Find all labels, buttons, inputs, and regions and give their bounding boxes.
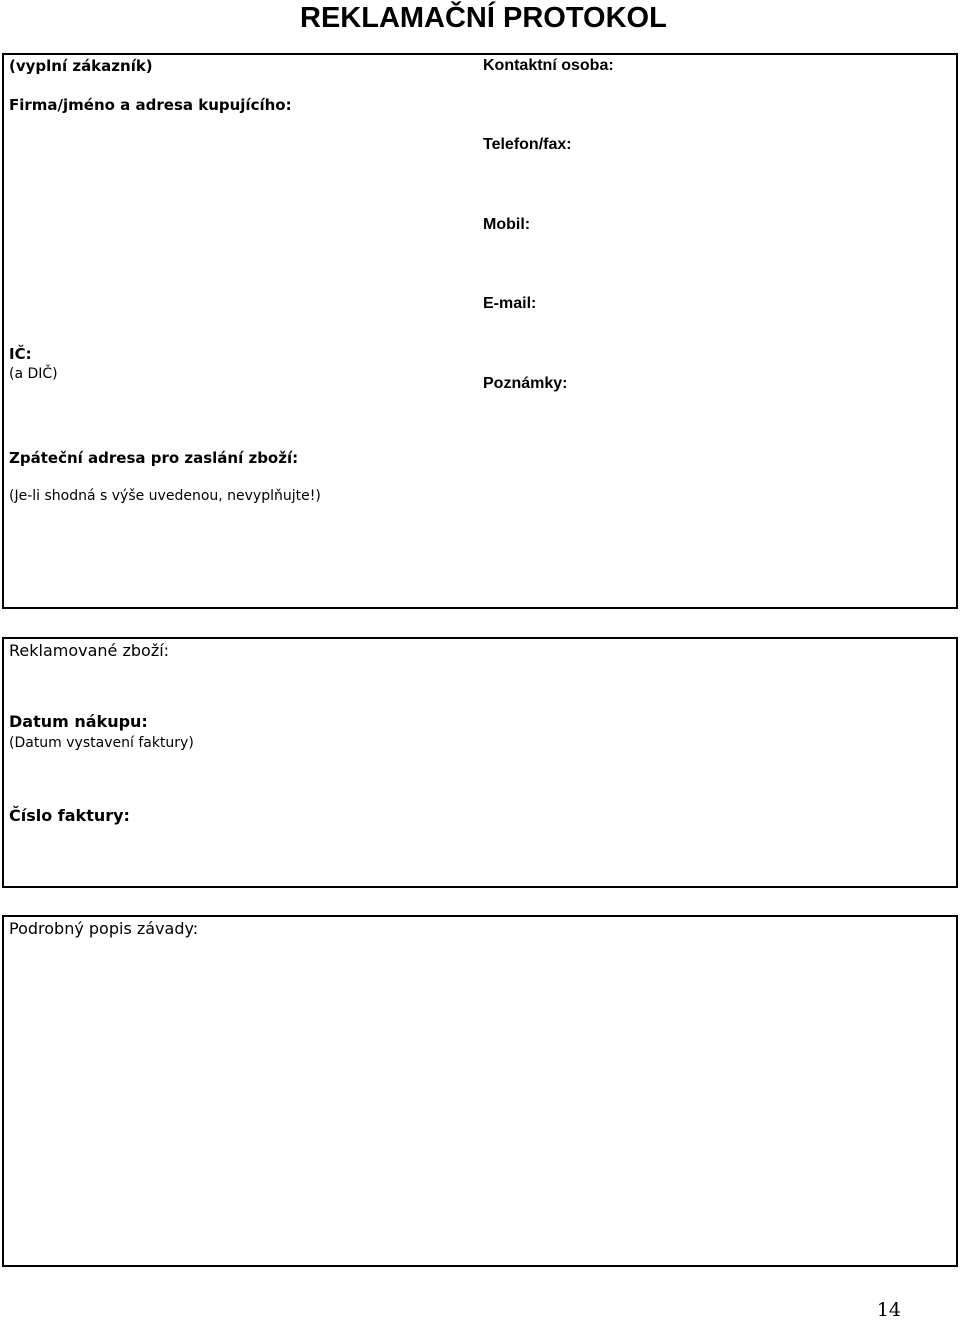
customer-info-box [2,53,958,609]
goods-label: Reklamované zboží: [9,641,170,660]
mobile-label: Mobil: [483,216,531,233]
return-address-label: Zpáteční adresa pro zaslání zboží: [9,449,299,467]
goods-info-box [2,637,958,888]
purchase-date-label: Datum nákupu: [9,712,148,731]
email-label: E-mail: [483,295,537,312]
defect-label: Podrobný popis závady: [9,919,199,938]
page-title: REKLAMAČNÍ PROTOKOL [300,2,667,34]
invoice-number-label: Číslo faktury: [9,806,130,825]
phone-label: Telefon/fax: [483,136,572,153]
firm-label: Firma/jméno a adresa kupujícího: [9,96,292,114]
ic-label: IČ: [9,345,32,363]
customer-section-header: (vyplní zákazník) [9,57,153,75]
return-address-note: (Je-li shodná s výše uvedenou, nevyplňujte!) [9,488,321,504]
notes-label: Poznámky: [483,375,568,392]
page-number: 14 [876,1299,901,1321]
contact-label: Kontaktní osoba: [483,57,614,74]
dic-label: (a DIČ) [9,366,58,382]
defect-description-box [2,915,958,1267]
purchase-date-note: (Datum vystavení faktury) [9,735,194,751]
